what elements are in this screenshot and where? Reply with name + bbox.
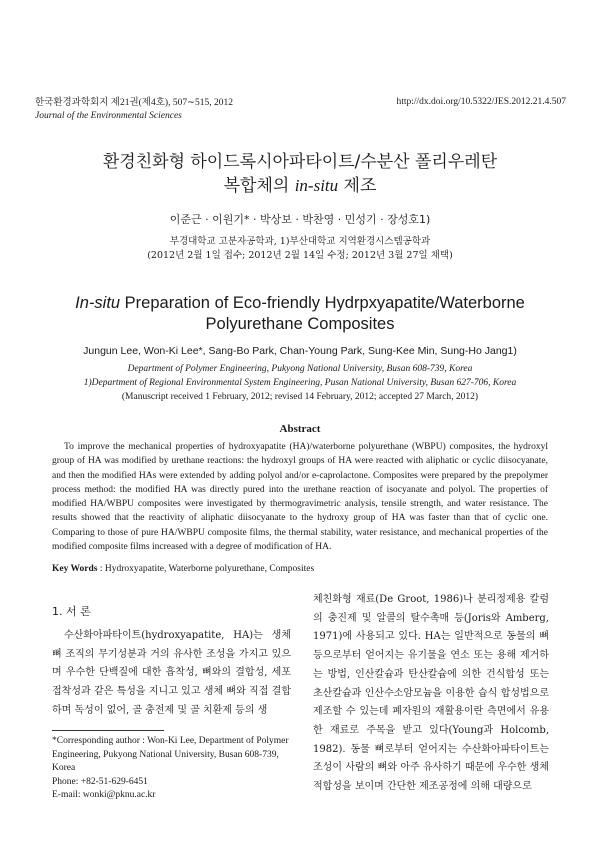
korean-affiliation-block — [0, 235, 600, 263]
korean-title-pre: 복합체의 — [223, 176, 295, 196]
citation: 한국환경과학회지 제21권(제4호), 507∼515, 2012 — [35, 98, 234, 108]
footnote-divider — [52, 730, 164, 731]
footnote-email[interactable]: E-mail: wonki@pknu.ac.kr — [52, 790, 156, 800]
doi-link[interactable]: http://dx.doi.org/10.5322/JES.2012.21.4.507 — [396, 97, 566, 107]
korean-authors: 이준근 · 이원기* · 박상보 · 박찬영 · 민성기 · 장성호1) — [169, 213, 431, 226]
footnote-phone: Phone: +82-51-629-6451 — [52, 776, 148, 787]
english-title-italic: In-situ — [75, 294, 121, 312]
english-title-line1 — [0, 293, 600, 314]
abstract-heading: Abstract — [279, 423, 321, 435]
english-title-rest: Preparation of Eco-friendly Hydrpxyapatite/Waterborne — [120, 294, 525, 312]
abstract-text: To improve the mechanical properties of hydroxyapatite (HA)/waterborne polyurethane (WBPU) composites, the hydroxyl group of HA was modified by urethane reactions: the hydroxyl groups of HA were reacted with aliphatic or cyclic diisocyanate, and then the modified HAs were extended by adding polyol and/or e-caprolactone. Composites were prepared by the prepolymer process method: the modified HA was directly pured into the urethane reaction of isocyanate and polyol. The properties of modified HA/WBPU composites were investigated by thermogravimetric analysis, tensile strength, and water resistance. The results showed that the reactivity of aliphatic diisocyanate to the hydroxy group of HA was faster than that of cyclic one. Comparing to those of pure HA/WBPU composite films, the thermal stability, water resistance, and mechanical properties of the modified composite films increased with a degree of modification of HA. — [52, 442, 548, 553]
english-affiliation-2: 1)Department of Regional Environmental System Engineering, Pusan National University, Busan 627-706, Korea — [83, 378, 517, 388]
body-left-column: 수산화아파타이트(hydroxyapatite, HA)는 생체 뼈 조직의 무기성분과 거의 유사한 조성을 가지고 있으며 우수한 단백질에 대한 흡착성, 뼈와의 결합성, 세포 접착성과 같은 특성을 지니고 있고 생체 뼈와 직접 결합하며 독성이 없어, 골 충전제 및 골 치환제 등의 생 — [52, 630, 291, 716]
english-title-line2: Polyurethane Composites — [205, 315, 395, 333]
english-affiliation-block — [0, 362, 600, 404]
korean-title-italic: in-situ — [294, 176, 339, 195]
footnote-corresponding: *Corresponding author : Won-Ki Lee, Department of Polymer Engineering, Pukyong National University, Busan 608-739, Korea — [52, 736, 289, 773]
korean-title-post: 제조 — [338, 176, 377, 196]
keywords-text: : Hydroxyapatite, Waterborne polyurethane, Composites — [97, 564, 315, 574]
english-affiliation-1: Department of Polymer Engineering, Pukyong National University, Busan 608-739, Korea — [127, 364, 473, 374]
keywords-label: Key Words — [52, 564, 98, 574]
section-heading: 1. 서 론 — [52, 605, 91, 618]
korean-title — [0, 151, 600, 198]
english-authors: Jungun Lee, Won-Ki Lee*, Sang-Bo Park, Chan-Young Park, Sung-Kee Min, Sung-Ho Jang1) — [83, 345, 517, 357]
korean-title-line1: 환경친화형 하이드록시아파타이트/수분산 폴리우레탄 — [102, 152, 498, 172]
journal-name: Journal of the Environmental Sciences — [35, 111, 182, 121]
korean-affiliation: 부경대학교 고분자공학과, 1)부산대학교 지역환경시스템공학과 — [169, 236, 431, 247]
keywords — [52, 564, 314, 574]
korean-dates: (2012년 2월 1일 접수; 2012년 2월 14일 수정; 2012년 3월 27일 채택) — [147, 250, 453, 261]
running-header — [35, 97, 233, 123]
korean-title-line2 — [0, 174, 600, 198]
body-right-column: 체친화형 재료(De Groot, 1986)나 분리정제용 칼럼의 충진제 및 알콜의 탈수촉매 등(Joris와 Amberg, 1971)에 사용되고 있다. HA는 일반적으로 동물의 뼈 등으로부터 얻어지는 유기물을 연소 또는 용해 제거하는 방법, 인산칼슘과 탄산칼슘에 의한 건식합성 또는 초산칼슘과 인산수소암모늄을 이용한 습식 합성법으로 제조할 수 있는데 폐자원의 재활용이란 측면에서 유용한 재료로 주목을 받고 있다(Young과 Holcomb, 1982). 동물 뼈로부터 얻어지는 수산화아파타이트는 조성이 사람의 뼈와 아주 유사하기 때문에 우수한 생체적합성을 보이며 간단한 제조공정에 의해 대량으로 — [313, 594, 549, 793]
footnote — [52, 735, 291, 803]
english-title — [0, 293, 600, 335]
english-dates: (Manuscript received 1 February, 2012; revised 14 February, 2012; accepted 27 March, 2012) — [121, 392, 479, 402]
